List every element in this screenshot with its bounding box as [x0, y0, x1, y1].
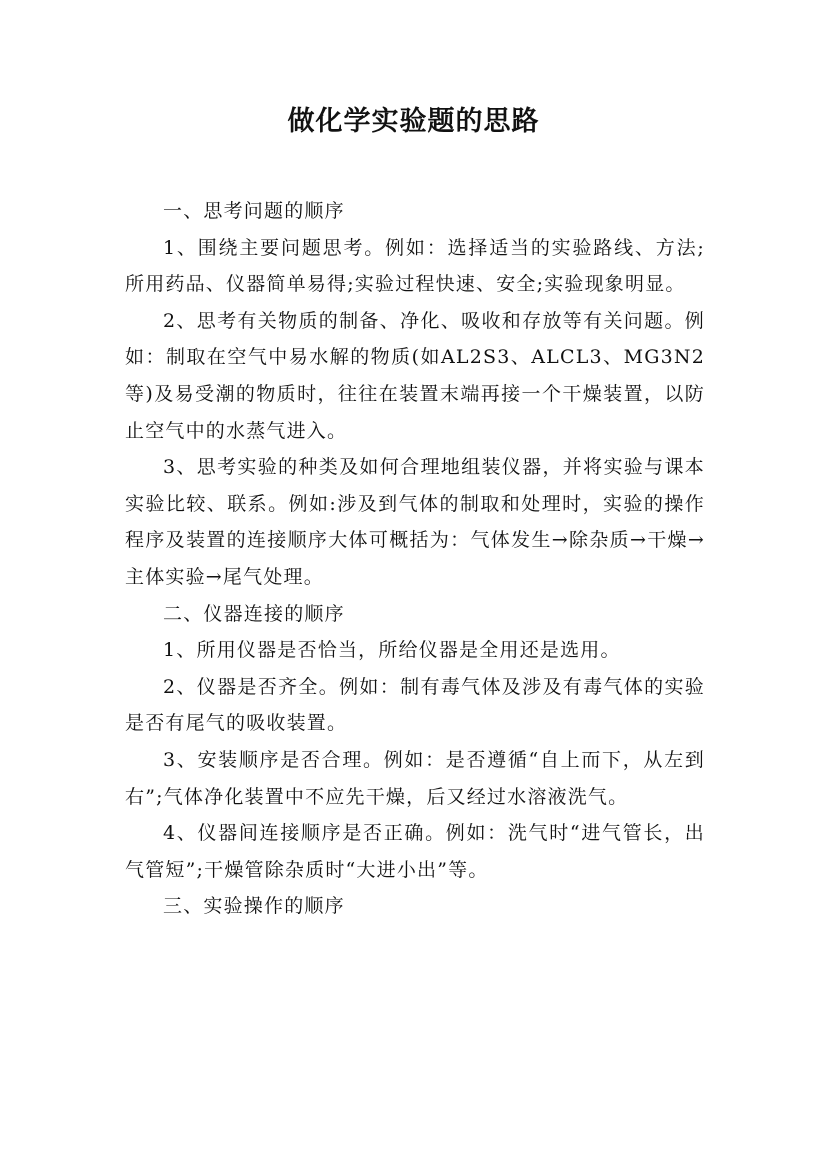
document-body [125, 193, 705, 925]
paragraph-2-4: 4、仪器间连接顺序是否正确。例如：洗气时“进气管长，出气管短”;干燥管除杂质时“大进小出”等。 [125, 822, 705, 881]
paragraph-1-2: 2、思考有关物质的制备、净化、吸收和存放等有关问题。例如：制取在空气中易水解的物质(如AL2S3、ALCL3、MG3N2等)及易受潮的物质时，往往在装置末端再接一个干燥装置，以防止空气中的水蒸气进入。 [125, 309, 705, 442]
paragraph-2-2: 2、仪器是否齐全。例如：制有毒气体及涉及有毒气体的实验是否有尾气的吸收装置。 [125, 675, 705, 735]
section-heading-1: 一、思考问题的顺序 [163, 200, 345, 222]
section-heading-2: 二、仪器连接的顺序 [163, 602, 345, 625]
paragraph-1-3: 3、思考实验的种类及如何合理地组装仪器，并将实验与课本实验比较、联系。例如:涉及到气体的制取和处理时，实验的操作程序及装置的连接顺序大体可概括为：气体发生→除杂质→干燥→主体实验→尾气处理。 [125, 456, 705, 588]
paragraph-2-3: 3、安装顺序是否合理。例如：是否遵循“自上而下，从左到右”;气体净化装置中不应先干燥，后又经过水溶液洗气。 [125, 748, 705, 808]
paragraph-2-1: 1、所用仪器是否恰当，所给仪器是全用还是选用。 [163, 639, 621, 662]
section-heading-3: 三、实验操作的顺序 [163, 895, 345, 918]
paragraph-1-1: 1、围绕主要问题思考。例如：选择适当的实验路线、方法;所用药品、仪器简单易得;实验过程快速、安全;实验现象明显。 [125, 236, 705, 296]
document-title: 做化学实验题的思路 [287, 106, 540, 137]
